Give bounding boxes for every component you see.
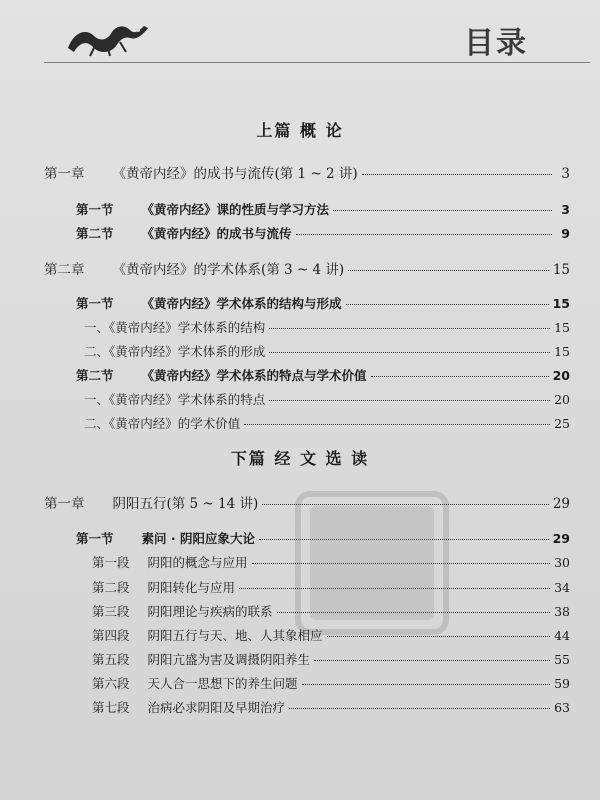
dot-leader <box>269 328 550 329</box>
part-title-1: 上篇 概 论 <box>256 121 344 140</box>
entry-title: 阴阳亢盛为害及调摄阴阳养生 <box>147 652 311 667</box>
entry-page: 15 <box>552 262 570 278</box>
header-divider <box>44 62 590 63</box>
entry-page: 59 <box>554 676 570 691</box>
dot-leader <box>296 234 552 235</box>
toc-entry[interactable] <box>76 202 570 218</box>
entry-number: 第二章 <box>44 262 85 278</box>
entry-page: 15 <box>554 320 570 335</box>
dot-leader <box>371 376 549 377</box>
entry-title: 素问 · 阴阳应象大论 <box>141 531 255 546</box>
toc-entry[interactable] <box>76 368 570 384</box>
dot-leader <box>269 352 550 353</box>
entry-number: 第二节 <box>76 226 114 241</box>
entry-title: 《黄帝内经》学术体系的特点与学术价值 <box>141 368 367 383</box>
toc-entry[interactable] <box>44 166 570 182</box>
entry-title: 阴阳五行与天、地、人其象相应 <box>147 628 323 643</box>
entry-number: 第二段 <box>92 580 130 595</box>
entry-page: 9 <box>561 226 570 241</box>
dot-leader <box>346 304 549 305</box>
entry-number: 第一段 <box>92 555 130 570</box>
dot-leader <box>289 708 550 709</box>
dot-leader <box>362 174 552 175</box>
dot-leader <box>269 400 550 401</box>
entry-page: 20 <box>552 368 570 383</box>
entry-page: 38 <box>554 604 570 619</box>
toc-entry[interactable] <box>92 676 570 692</box>
entry-number: 第一节 <box>76 202 114 217</box>
entry-title: 一、《黄帝内经》学术体系的结构 <box>84 320 266 335</box>
entry-title: 一、《黄帝内经》学术体系的特点 <box>84 392 266 407</box>
entry-page: 34 <box>554 580 570 595</box>
entry-page: 29 <box>552 531 570 546</box>
entry-title: 《黄帝内经》的成书与流传 <box>141 226 292 241</box>
entry-page: 55 <box>554 652 570 667</box>
toc-entry[interactable] <box>44 262 570 278</box>
entry-page: 3 <box>561 166 570 182</box>
entry-page: 20 <box>554 392 570 407</box>
entry-title: 阴阳转化与应用 <box>147 580 236 595</box>
entry-number: 第二节 <box>76 368 114 383</box>
toc-entry[interactable] <box>84 392 570 408</box>
entry-number: 第一章 <box>44 496 85 512</box>
entry-number: 第六段 <box>92 676 130 691</box>
entry-title: 《黄帝内经》学术体系的结构与形成 <box>141 296 342 311</box>
entry-title: 二、《黄帝内经》的学术价值 <box>84 416 241 431</box>
watermark-stamp-icon <box>292 488 452 638</box>
dot-leader <box>333 210 552 211</box>
toc-entry[interactable] <box>84 320 570 336</box>
entry-page: 15 <box>552 296 570 311</box>
entry-number: 第一节 <box>76 296 114 311</box>
entry-page: 25 <box>554 416 570 431</box>
entry-title: 二、《黄帝内经》学术体系的形成 <box>84 344 266 359</box>
entry-title: 《黄帝内经》的成书与流传(第 1 ~ 2 讲) <box>112 166 358 182</box>
toc-entry[interactable] <box>84 416 570 432</box>
entry-title: 阴阳五行(第 5 ~ 14 讲) <box>112 496 259 512</box>
entry-number: 第五段 <box>92 652 130 667</box>
entry-page: 29 <box>552 496 570 512</box>
entry-page: 15 <box>554 344 570 359</box>
page-header-title: 目录 <box>464 26 528 61</box>
dot-leader <box>244 424 550 425</box>
entry-title: 《黄帝内经》的学术体系(第 3 ~ 4 讲) <box>112 262 345 278</box>
toc-entry[interactable] <box>76 296 570 312</box>
entry-number: 第一节 <box>76 531 114 546</box>
dot-leader <box>314 660 550 661</box>
entry-page: 30 <box>554 555 570 570</box>
entry-page: 63 <box>554 700 570 715</box>
toc-entry[interactable] <box>92 652 570 668</box>
dot-leader <box>348 270 549 271</box>
entry-number: 第七段 <box>92 700 130 715</box>
toc-entry[interactable] <box>84 344 570 360</box>
entry-title: 天人合一思想下的养生问题 <box>147 676 298 691</box>
dragon-ornament-icon <box>64 18 152 58</box>
dot-leader <box>302 684 551 685</box>
entry-page: 3 <box>561 202 570 217</box>
entry-title: 《黄帝内经》课的性质与学习方法 <box>141 202 330 217</box>
entry-title: 阴阳理论与疾病的联系 <box>147 604 273 619</box>
part-title-2: 下篇 经 文 选 读 <box>230 449 370 468</box>
entry-page: 44 <box>554 628 570 643</box>
toc-entry[interactable] <box>76 226 570 242</box>
toc-entry[interactable] <box>92 700 570 716</box>
entry-title: 治病必求阴阳及早期治疗 <box>147 700 286 715</box>
entry-number: 第三段 <box>92 604 130 619</box>
entry-number: 第一章 <box>44 166 85 182</box>
entry-number: 第四段 <box>92 628 130 643</box>
entry-title: 阴阳的概念与应用 <box>147 555 248 570</box>
